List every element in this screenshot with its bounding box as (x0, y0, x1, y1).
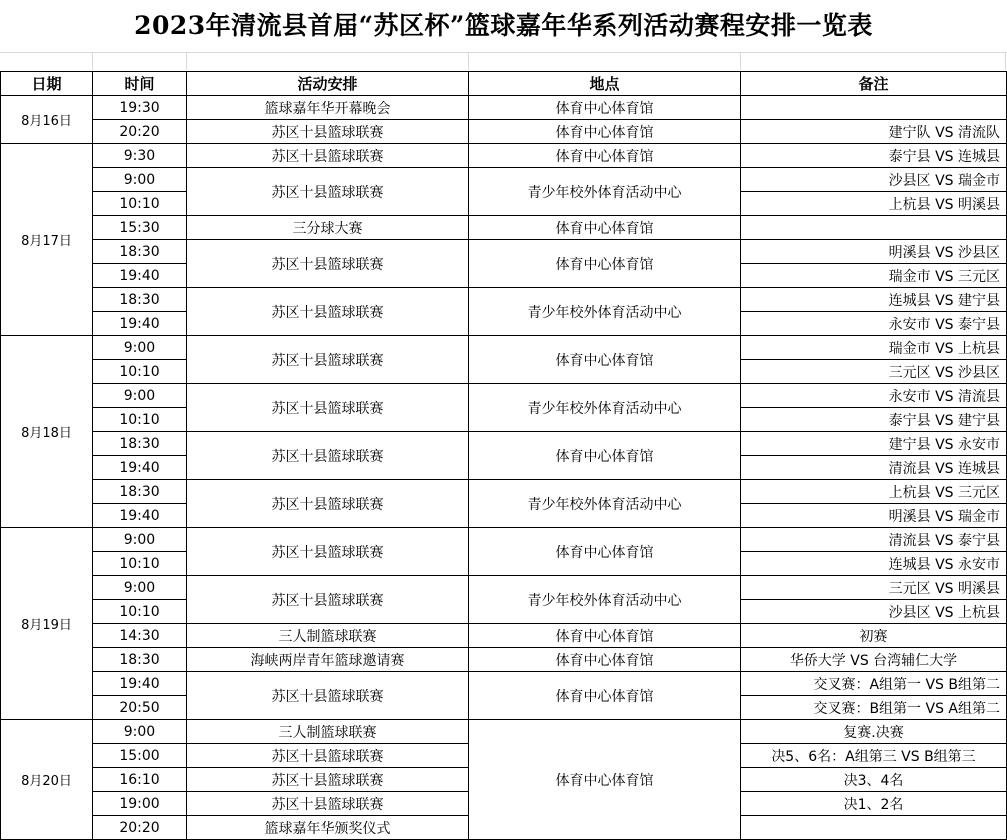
time-cell: 20:20 (93, 816, 187, 840)
note-cell: 泰宁县 VS 连城县 (741, 144, 1007, 168)
note-cell: 沙县区 VS 瑞金市 (741, 168, 1007, 192)
note-cell: 连城县 VS 建宁县 (741, 288, 1007, 312)
header-time: 时间 (93, 72, 187, 96)
time-cell: 14:30 (93, 624, 187, 648)
time-cell: 10:10 (93, 600, 187, 624)
table-row (1, 384, 1007, 408)
activity-cell: 苏区十县篮球联赛 (187, 528, 469, 576)
activity-cell: 三分球大赛 (187, 216, 469, 240)
time-cell: 19:40 (93, 672, 187, 696)
venue-cell: 体育中心体育馆 (469, 120, 741, 144)
time-cell: 19:40 (93, 312, 187, 336)
table-row (1, 648, 1007, 672)
header-date: 日期 (1, 72, 93, 96)
activity-cell: 苏区十县篮球联赛 (187, 792, 469, 816)
activity-cell: 篮球嘉年华颁奖仪式 (187, 816, 469, 840)
note-cell (741, 216, 1007, 240)
venue-cell: 青少年校外体育活动中心 (469, 168, 741, 216)
time-cell: 20:50 (93, 696, 187, 720)
note-cell: 三元区 VS 明溪县 (741, 576, 1007, 600)
note-cell: 沙县区 VS 上杭县 (741, 600, 1007, 624)
activity-cell: 苏区十县篮球联赛 (187, 480, 469, 528)
time-cell: 9:30 (93, 144, 187, 168)
note-cell: 三元区 VS 沙县区 (741, 360, 1007, 384)
table-row (1, 336, 1007, 360)
venue-cell: 体育中心体育馆 (469, 144, 741, 168)
table-row (1, 288, 1007, 312)
note-cell: 清流县 VS 泰宁县 (741, 528, 1007, 552)
blank-spacer-row (0, 53, 1007, 70)
time-cell: 16:10 (93, 768, 187, 792)
venue-cell: 体育中心体育馆 (469, 240, 741, 288)
note-cell: 明溪县 VS 瑞金市 (741, 504, 1007, 528)
activity-cell: 海峡两岸青年篮球邀请赛 (187, 648, 469, 672)
date-cell: 8月18日 (1, 336, 93, 528)
time-cell: 18:30 (93, 240, 187, 264)
time-cell: 20:20 (93, 120, 187, 144)
venue-cell: 体育中心体育馆 (469, 432, 741, 480)
venue-cell: 青少年校外体育活动中心 (469, 576, 741, 624)
time-cell: 19:40 (93, 504, 187, 528)
note-cell: 决5、6名：A组第三 VS B组第三 (741, 744, 1007, 768)
time-cell: 9:00 (93, 168, 187, 192)
note-cell: 上杭县 VS 明溪县 (741, 192, 1007, 216)
venue-cell: 体育中心体育馆 (469, 96, 741, 120)
header-venue: 地点 (469, 72, 741, 96)
table-row (1, 624, 1007, 648)
venue-cell: 青少年校外体育活动中心 (469, 480, 741, 528)
note-cell: 上杭县 VS 三元区 (741, 480, 1007, 504)
table-row (1, 672, 1007, 696)
venue-cell: 青少年校外体育活动中心 (469, 288, 741, 336)
time-cell: 9:00 (93, 384, 187, 408)
date-cell: 8月19日 (1, 528, 93, 720)
table-row (1, 528, 1007, 552)
table-row (1, 432, 1007, 456)
activity-cell: 苏区十县篮球联赛 (187, 576, 469, 624)
venue-cell: 体育中心体育馆 (469, 720, 741, 840)
time-cell: 9:00 (93, 528, 187, 552)
header-note: 备注 (741, 72, 1007, 96)
note-cell: 交叉赛：A组第一 VS B组第二 (741, 672, 1007, 696)
table-row (1, 480, 1007, 504)
note-cell: 瑞金市 VS 三元区 (741, 264, 1007, 288)
note-cell: 明溪县 VS 沙县区 (741, 240, 1007, 264)
note-cell: 建宁县 VS 永安市 (741, 432, 1007, 456)
note-cell (741, 816, 1007, 840)
activity-cell: 苏区十县篮球联赛 (187, 120, 469, 144)
time-cell: 9:00 (93, 336, 187, 360)
activity-cell: 苏区十县篮球联赛 (187, 384, 469, 432)
venue-cell: 体育中心体育馆 (469, 528, 741, 576)
table-row (1, 144, 1007, 168)
activity-cell: 苏区十县篮球联赛 (187, 432, 469, 480)
time-cell: 9:00 (93, 576, 187, 600)
table-row (1, 240, 1007, 264)
note-cell: 决3、4名 (741, 768, 1007, 792)
schedule-table (0, 71, 1007, 840)
venue-cell: 青少年校外体育活动中心 (469, 384, 741, 432)
header-activity: 活动安排 (187, 72, 469, 96)
page-title: 2023年清流县首届“苏区杯”篮球嘉年华系列活动赛程安排一览表 (134, 11, 873, 40)
time-cell: 10:10 (93, 408, 187, 432)
activity-cell: 苏区十县篮球联赛 (187, 336, 469, 384)
activity-cell: 苏区十县篮球联赛 (187, 744, 469, 768)
activity-cell: 篮球嘉年华开幕晚会 (187, 96, 469, 120)
time-cell: 19:00 (93, 792, 187, 816)
activity-cell: 苏区十县篮球联赛 (187, 768, 469, 792)
venue-cell: 体育中心体育馆 (469, 216, 741, 240)
activity-cell: 苏区十县篮球联赛 (187, 288, 469, 336)
header-row (1, 72, 1007, 96)
venue-cell: 体育中心体育馆 (469, 648, 741, 672)
activity-cell: 三人制篮球联赛 (187, 720, 469, 744)
note-cell (741, 96, 1007, 120)
schedule-body (1, 96, 1007, 840)
table-row (1, 168, 1007, 192)
time-cell: 10:10 (93, 360, 187, 384)
activity-cell: 苏区十县篮球联赛 (187, 144, 469, 168)
time-cell: 18:30 (93, 432, 187, 456)
note-cell: 永安市 VS 泰宁县 (741, 312, 1007, 336)
note-cell: 永安市 VS 清流县 (741, 384, 1007, 408)
note-cell: 交叉赛：B组第一 VS A组第二 (741, 696, 1007, 720)
activity-cell: 苏区十县篮球联赛 (187, 240, 469, 288)
table-row (1, 120, 1007, 144)
date-cell: 8月16日 (1, 96, 93, 144)
table-row (1, 96, 1007, 120)
note-cell: 瑞金市 VS 上杭县 (741, 336, 1007, 360)
time-cell: 10:10 (93, 192, 187, 216)
note-cell: 初赛 (741, 624, 1007, 648)
table-row (1, 576, 1007, 600)
note-cell: 建宁队 VS 清流队 (741, 120, 1007, 144)
time-cell: 9:00 (93, 720, 187, 744)
time-cell: 19:40 (93, 456, 187, 480)
time-cell: 15:30 (93, 216, 187, 240)
table-row (1, 720, 1007, 744)
note-cell: 复赛.决赛 (741, 720, 1007, 744)
note-cell: 华侨大学 VS 台湾辅仁大学 (741, 648, 1007, 672)
note-cell: 泰宁县 VS 建宁县 (741, 408, 1007, 432)
time-cell: 10:10 (93, 552, 187, 576)
note-cell: 决1、2名 (741, 792, 1007, 816)
note-cell: 清流县 VS 连城县 (741, 456, 1007, 480)
date-cell: 8月20日 (1, 720, 93, 840)
note-cell: 连城县 VS 永安市 (741, 552, 1007, 576)
venue-cell: 体育中心体育馆 (469, 336, 741, 384)
time-cell: 18:30 (93, 648, 187, 672)
table-row (1, 216, 1007, 240)
activity-cell: 苏区十县篮球联赛 (187, 672, 469, 720)
date-cell: 8月17日 (1, 144, 93, 336)
activity-cell: 三人制篮球联赛 (187, 624, 469, 648)
time-cell: 18:30 (93, 288, 187, 312)
time-cell: 15:00 (93, 744, 187, 768)
venue-cell: 体育中心体育馆 (469, 672, 741, 720)
time-cell: 18:30 (93, 480, 187, 504)
time-cell: 19:30 (93, 96, 187, 120)
activity-cell: 苏区十县篮球联赛 (187, 168, 469, 216)
time-cell: 19:40 (93, 264, 187, 288)
venue-cell: 体育中心体育馆 (469, 624, 741, 648)
